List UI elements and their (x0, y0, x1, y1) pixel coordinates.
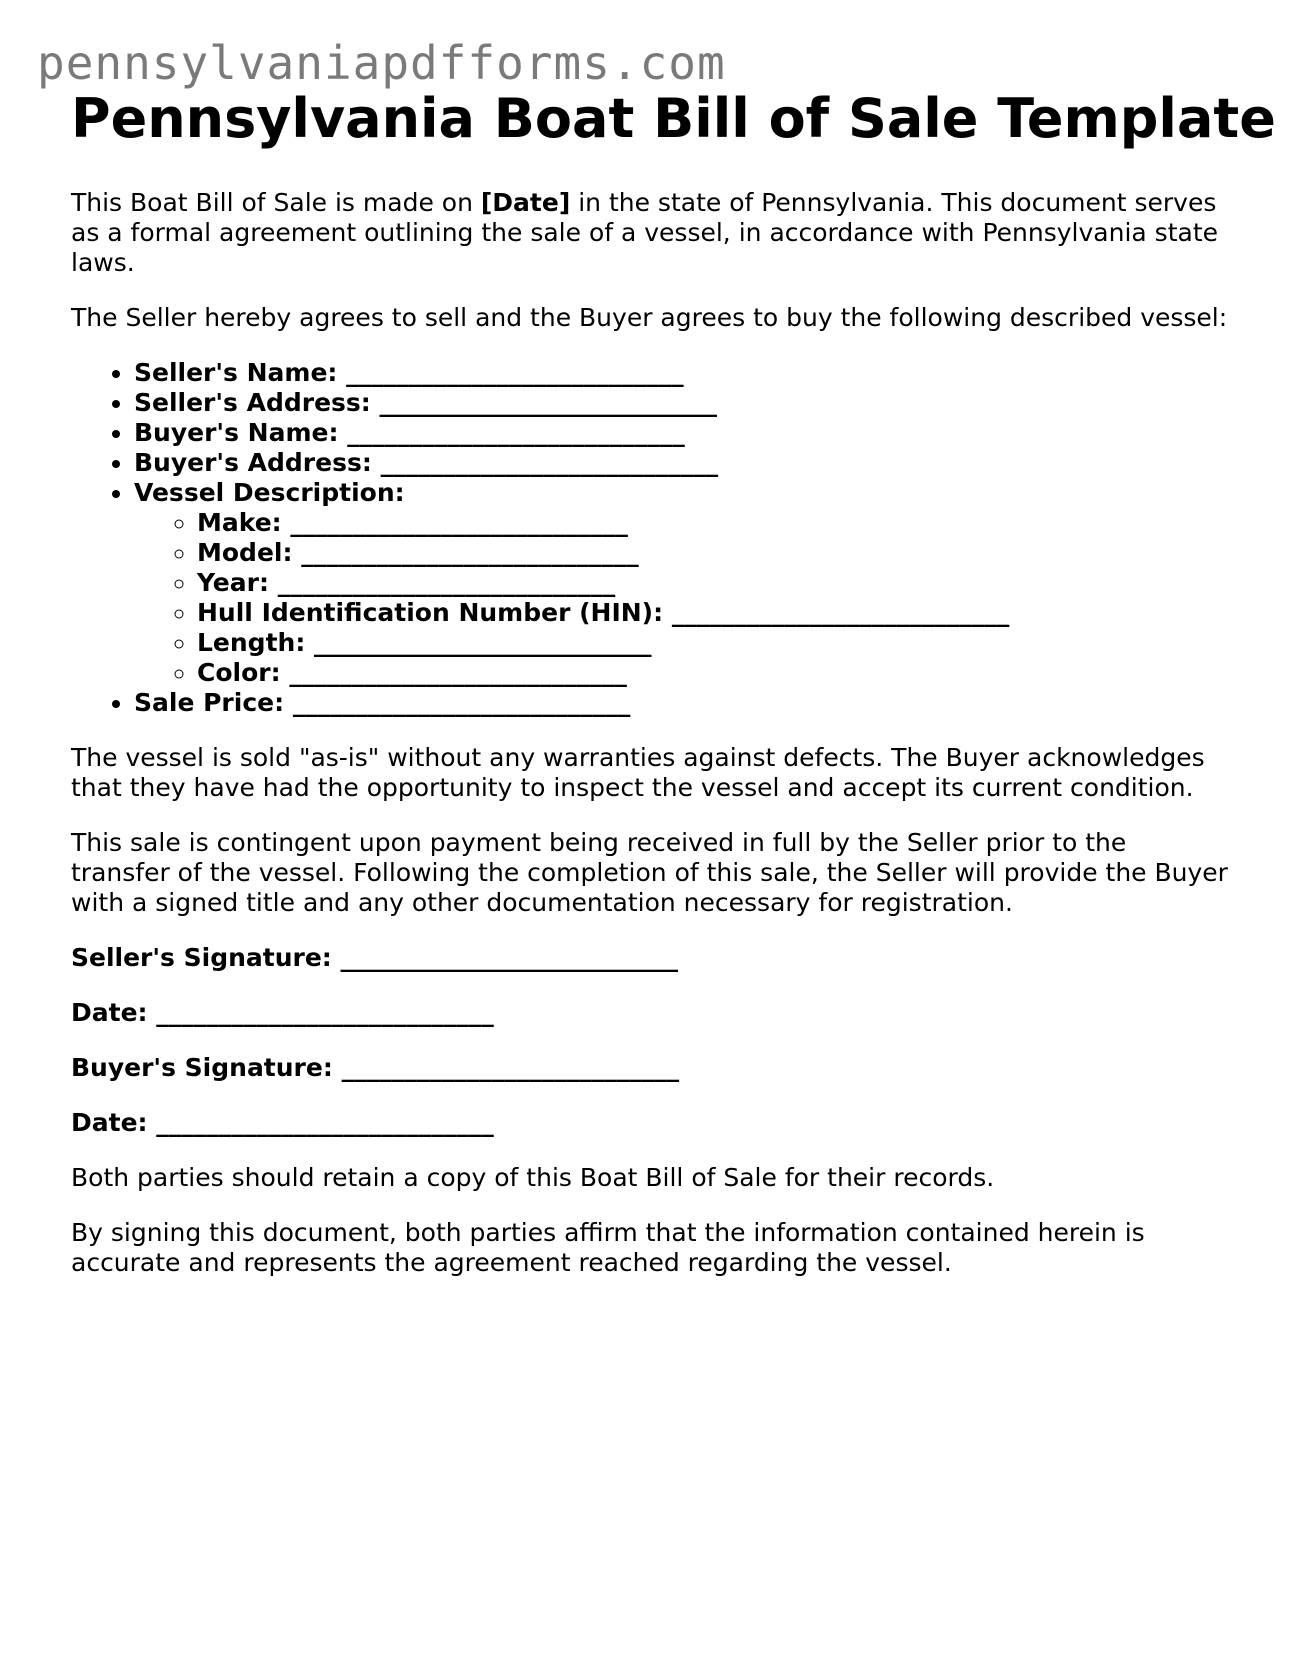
buyer-signature-label: Buyer's Signature: (71, 1053, 333, 1083)
hin-field[interactable]: ___________________________ (671, 598, 1010, 628)
list-item-make (197, 508, 1231, 538)
sale-details-list (71, 358, 1231, 718)
retain-paragraph: Both parties should retain a copy of this Boat Bill of Sale for their records. (71, 1163, 995, 1193)
seller-date-field[interactable]: ___________________________ (156, 998, 494, 1028)
buyer-name-field[interactable]: ___________________________ (347, 418, 685, 448)
document-title: Pennsylvania Boat Bill of Sale Template (71, 87, 1276, 150)
color-field[interactable]: ___________________________ (289, 658, 627, 688)
buyer-date-label: Date: (71, 1108, 148, 1138)
seller-date-label: Date: (71, 998, 148, 1028)
vessel-description-label: Vessel Description: (134, 478, 405, 508)
contingent-paragraph: This sale is contingent upon payment being received in full by the Seller prior to the transfer of the vessel. Following the completion of this sale, the Seller will provide the Buyer with a signed title and any other documentation necessary for registration. (71, 828, 1228, 918)
list-item-model (197, 538, 1231, 568)
hin-label: Hull Identification Number (HIN): (197, 598, 664, 628)
intro-text-after: in the state of Pennsylvania. This document serves as a formal agreement outlining the sale of a vessel, in accordance with Pennsylvania state laws. (71, 188, 1218, 278)
seller-address-field[interactable]: ___________________________ (379, 388, 718, 418)
buyer-signature-field[interactable]: ___________________________ (341, 1053, 680, 1083)
vessel-description-list (134, 508, 1231, 688)
buyer-date-line (71, 1108, 1231, 1138)
seller-date-line (71, 998, 1231, 1028)
list-item-color (197, 658, 1231, 688)
list-item-sale-price (134, 688, 1231, 718)
agreement-paragraph: The Seller hereby agrees to sell and the Buyer agrees to buy the following described vessel: (71, 303, 1228, 333)
list-item-length (197, 628, 1231, 658)
seller-signature-field[interactable]: ___________________________ (340, 943, 679, 973)
intro-paragraph (71, 188, 1231, 278)
intro-text-before: This Boat Bill of Sale is made on (71, 188, 481, 218)
buyer-address-label: Buyer's Address: (134, 448, 372, 478)
seller-signature-line (71, 943, 1231, 973)
make-field[interactable]: ___________________________ (290, 508, 628, 538)
site-watermark: pennsylvaniapdfforms.com (37, 36, 726, 90)
date-placeholder[interactable]: [Date] (480, 188, 571, 218)
list-item-year (197, 568, 1231, 598)
affirm-paragraph: By signing this document, both parties affirm that the information contained herein is accurate and represents the agreement reached regarding the vessel. (71, 1218, 1145, 1278)
color-label: Color: (197, 658, 281, 688)
list-item-buyer-name (134, 418, 1231, 448)
list-item-hin (197, 598, 1231, 628)
model-field[interactable]: ___________________________ (301, 538, 639, 568)
as-is-paragraph: The vessel is sold "as-is" without any warranties against defects. The Buyer acknowledges that they have had the opportunity to inspect the vessel and accept its current condition. (71, 743, 1205, 803)
make-label: Make: (197, 508, 282, 538)
seller-signature-label: Seller's Signature: (71, 943, 332, 973)
seller-name-label: Seller's Name: (134, 358, 338, 388)
length-field[interactable]: ___________________________ (314, 628, 652, 658)
seller-address-label: Seller's Address: (134, 388, 371, 418)
year-label: Year: (197, 568, 269, 598)
sale-price-field[interactable]: ___________________________ (292, 688, 631, 718)
buyer-address-field[interactable]: ___________________________ (380, 448, 719, 478)
list-item-buyer-address (134, 448, 1231, 478)
buyer-signature-line (71, 1053, 1231, 1083)
model-label: Model: (197, 538, 293, 568)
buyer-date-field[interactable]: ___________________________ (156, 1108, 494, 1138)
document-body (71, 87, 1276, 1303)
list-item-vessel-description (134, 478, 1231, 688)
length-label: Length: (197, 628, 306, 658)
list-item-seller-name (134, 358, 1231, 388)
sale-price-label: Sale Price: (134, 688, 285, 718)
buyer-name-label: Buyer's Name: (134, 418, 339, 448)
list-item-seller-address (134, 388, 1231, 418)
seller-name-field[interactable]: ___________________________ (346, 358, 684, 388)
year-field[interactable]: ___________________________ (277, 568, 616, 598)
